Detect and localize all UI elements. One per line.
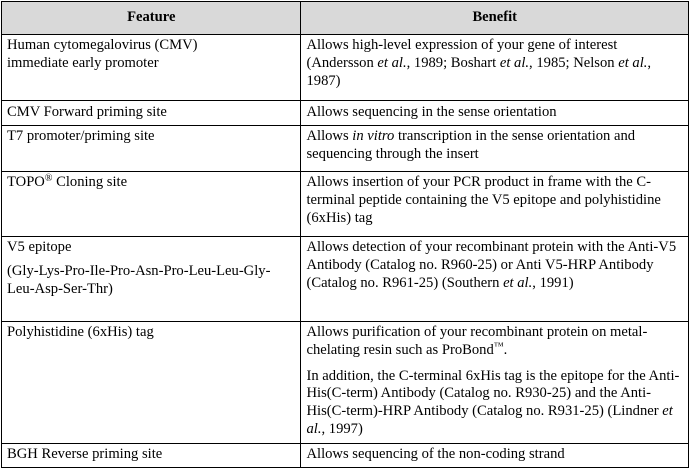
benefit-cell bbox=[301, 126, 689, 172]
table-row bbox=[2, 126, 689, 172]
feature-cell: T7 promoter/priming site bbox=[2, 126, 301, 172]
table-row bbox=[2, 101, 689, 126]
benefit-cell: Allows insertion of your PCR product in frame with the C-terminal peptide containing the V5 epitope and polyhistidine (6xHis) tag bbox=[301, 172, 689, 237]
table-row bbox=[2, 322, 689, 444]
header-row bbox=[2, 2, 689, 35]
benefit-text: , 1989; Boshart bbox=[406, 54, 500, 71]
benefit-cell: Allows sequencing in the sense orientation bbox=[301, 101, 689, 126]
benefit-text: In addition, the C-terminal 6xHis tag is the epitope for the Anti-His(C-term) Antibody (Catalog no. R930-25) and the Anti-His(C-term)-HRP Antibody (Catalog no. R931-25) (Lindner bbox=[306, 367, 680, 420]
trademark-mark: ™ bbox=[493, 340, 504, 352]
benefit-cell: Allows sequencing of the non-coding strand bbox=[301, 444, 689, 468]
feature-cell bbox=[2, 172, 301, 237]
feature-cell: BGH Reverse priming site bbox=[2, 444, 301, 468]
feature-text: V5 epitope bbox=[7, 239, 72, 255]
registered-mark: ® bbox=[44, 173, 53, 184]
feature-text: Cloning site bbox=[52, 174, 128, 190]
benefit-column-header: Benefit bbox=[301, 2, 689, 35]
citation-etal: et al. bbox=[499, 54, 530, 71]
benefit-text: transcription in the sense orientation and sequencing through the insert bbox=[306, 128, 636, 162]
feature-text: immediate early promoter bbox=[7, 54, 159, 71]
benefit-italic-text: in vitro bbox=[352, 128, 395, 144]
benefit-text: . bbox=[503, 341, 508, 358]
benefit-cell bbox=[301, 35, 689, 101]
feature-column-header: Feature bbox=[2, 2, 301, 35]
benefit-text: Allows bbox=[306, 128, 353, 144]
benefit-text: , 1997) bbox=[321, 420, 363, 437]
table-row bbox=[2, 172, 689, 237]
benefit-text: , 1985; Nelson bbox=[529, 54, 619, 71]
feature-benefit-table bbox=[1, 1, 689, 468]
feature-text: Human cytomegalovirus (CMV) bbox=[7, 37, 198, 53]
table-row bbox=[2, 35, 689, 101]
benefit-text: , 1991) bbox=[532, 274, 574, 291]
feature-cell bbox=[2, 35, 301, 101]
feature-cell bbox=[2, 237, 301, 322]
feature-cell: CMV Forward priming site bbox=[2, 101, 301, 126]
benefit-cell bbox=[301, 322, 689, 444]
benefit-paragraph bbox=[306, 368, 684, 439]
feature-cell: Polyhistidine (6xHis) tag bbox=[2, 322, 301, 444]
benefit-text: Allows high-level expression of your gene of interest (Andersson bbox=[306, 37, 618, 71]
benefit-text: , 1987) bbox=[306, 54, 652, 89]
feature-text: TOPO bbox=[7, 174, 45, 190]
benefit-text: Allows detection of your recombinant protein with the Anti-V5 Antibody (Catalog no. R960-25) or Anti V5-HRP Antibody (Catalog no. R961-25) (Southern bbox=[306, 239, 677, 291]
citation-etal: et al. bbox=[503, 274, 533, 291]
benefit-cell bbox=[301, 237, 689, 322]
table-row bbox=[2, 444, 689, 468]
citation-etal: et al. bbox=[306, 403, 673, 437]
citation-etal: et al. bbox=[377, 54, 407, 71]
table-row bbox=[2, 237, 689, 322]
citation-etal: et al. bbox=[618, 54, 648, 71]
peptide-sequence: (Gly-Lys-Pro-Ile-Pro-Asn-Pro-Leu-Leu-Gly-Leu-Asp-Ser-Thr) bbox=[7, 262, 271, 297]
benefit-text: Allows purification of your recombinant protein on metal-chelating resin such as ProBond bbox=[306, 324, 648, 358]
